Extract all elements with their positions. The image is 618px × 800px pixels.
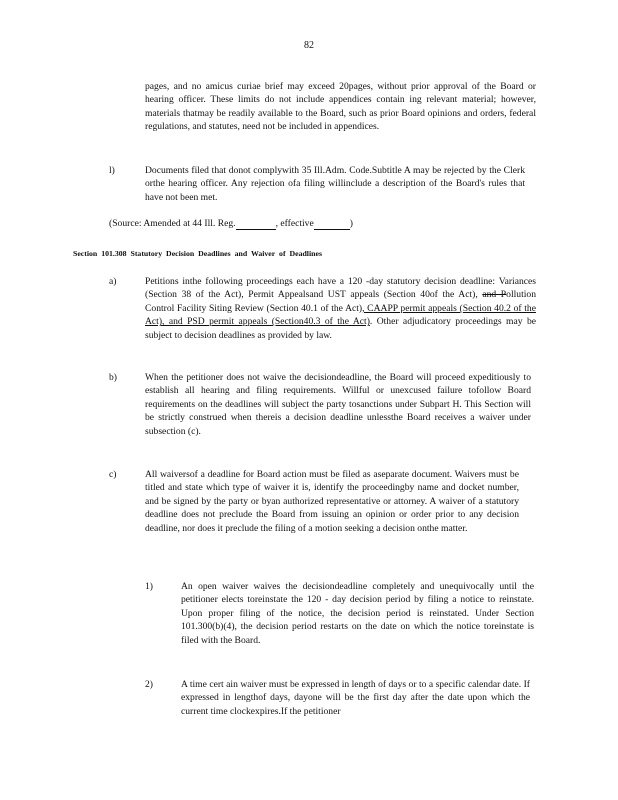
source-middle: , effective — [275, 218, 314, 229]
item-b-label: b) — [109, 372, 117, 383]
item-c1-text: An open waiver waives the decisiondeadline completely and unequivocally until the petitioner elects toreinstate the 120 - day decision period by filing a notice to reinstate. Upon proper filing of the notice, the decision period is reinstated. Under Section 101.300(b)(4), the decision period restarts on the date on which the notice toreinstate is filed with the Board. — [181, 581, 534, 646]
item-b-text: When the petitioner does not waive the decisiondeadline, the Board will proceed expeditiously to establish all hearing and filing requirements. Willful or unexcused failure tofollow Board requirements on the deadlines will subject the party tosanctions under Subpart H. This Section will be strictly construed when thereis a decision deadline unlessthe Board receives a waiver under subsection (c). — [145, 372, 531, 437]
item-c2-text: A time cert ain waiver must be expressed in length of days or to a specific calendar date. If expressed in lengthof days, dayone will be the first day after the date upon which the current time clockexpires.If the petitioner — [181, 679, 530, 717]
item-a-inserted-text: , CAAPP permit appeals (Section 40.2 of the Act), and PSD permit appeals (Section40.3 of the Act) — [145, 302, 536, 328]
section-heading: Section 101.308 Statutory Decision Deadlines and Waiver of Deadlines — [73, 249, 322, 258]
effective-date-blank — [314, 219, 350, 230]
register-blank — [236, 219, 276, 230]
item-a-text-1: Petitions inthe following proceedings each have a 120 -day statutory decision deadline: Variances (Section 38 of the Act), Permit Appealsand UST appeals (Section 40of the Act), — [145, 276, 536, 301]
item-l-label: l) — [109, 165, 115, 176]
item-a-text-2: ollution Control Facility Siting Review (Section 40.1 of the Act) — [145, 289, 536, 314]
item-c-label: c) — [109, 469, 117, 480]
item-a-text — [145, 275, 536, 342]
page-number: 82 — [304, 40, 314, 51]
item-c2-label: 2) — [145, 679, 153, 690]
item-a-label: a) — [109, 276, 117, 287]
item-l-text: Documents filed that donot complywith 35 Ill.Adm. Code.Subtitle A may be rejected by the Clerk orthe hearing officer. Any rejection ofa filing willinclude a description of the Board's rules that have not been met. — [145, 165, 525, 203]
source-suffix: ) — [349, 218, 353, 229]
item-a-deleted-text: and P — [482, 289, 507, 301]
source-note — [109, 217, 353, 230]
item-c-text: All waiversof a deadline for Board action must be filed as aseparate document. Waivers must be titled and state which type of waiver it is, identify the proceedingby name and docket number, and be signed by the party or byan authorized representative or attorney. A waiver of a statutory deadline does not preclude the Board from issuing an opinion or order prior to any decision deadline, nor does it preclude the filing of a motion seeking a decision onthe matter. — [145, 469, 519, 534]
intro-paragraph: pages, and no amicus curiae brief may exceed 20pages, without prior approval of the Board or hearing officer. These limits do not include appendices contain ing relevant material; however, materials thatmay be readily available to the Board, such as prior Board opinions and orders, federal regulations, and statutes, need not be included in appendices. — [145, 81, 536, 133]
item-a-text-3: . Other adjudicatory proceedings may be subject to decision deadlines as provided by law. — [145, 316, 536, 341]
source-prefix: (Source: Amended at 44 Ill. Reg. — [109, 218, 236, 229]
item-c1-label: 1) — [145, 581, 153, 592]
